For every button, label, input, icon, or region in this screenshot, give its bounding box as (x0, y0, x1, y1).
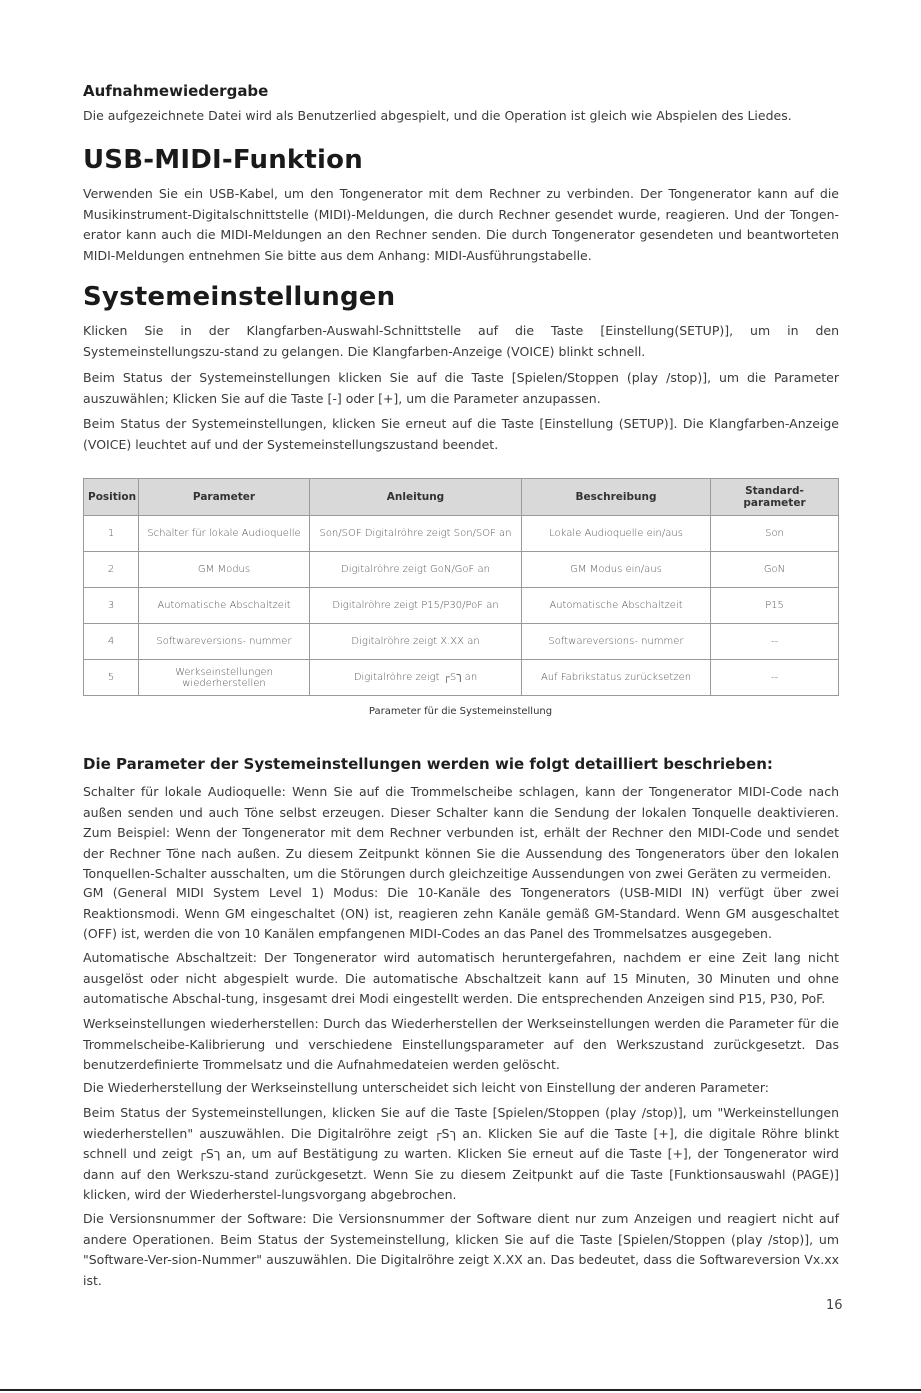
table-cell: Werkseinstellungen wiederherstellen (139, 660, 310, 696)
table-cell: -- (711, 660, 839, 696)
table-cell: Son (711, 516, 839, 552)
paragraph-detail-abschaltzeit: Automatische Abschaltzeit: Der Tongenerator wird automatisch heruntergefahren, nachdem er eine Zeit lang nicht ausgelöst oder nicht abgespielt wurde. Die automatische Abschaltzeit kann auf 15 Minuten, 30 Minuten und ohne automatische Abschal-tung, insgesamt drei Modi eingestellt werden. Die entsprechenden Anzeigen sind P15, P30, PoF. (83, 950, 839, 1007)
page-bottom-divider (0, 1389, 921, 1391)
section-title-usb-midi: USB-MIDI-Funktion (83, 145, 363, 175)
paragraph-detail-unterschied: Die Wiederherstellung der Werkseinstellung unterscheidet sich leicht von Einstellung der anderen Parameter: (83, 1080, 770, 1095)
section-title-systemeinstellungen: Systemeinstellungen (83, 282, 396, 312)
table-cell: GM Modus ein/aus (522, 552, 711, 588)
paragraph-detail-werkseinstellungen: Werkseinstellungen wiederherstellen: Durch das Wiederherstellen der Werkseinstellungen werden die Parameter für die Trommelscheibe-Kalibrierung und verschiedene Einstellungsparameter auf den Werkszustand zurückgesetzt. Das benutzerdefinierte Trommelsatz und die Aufnahmedateien werden gelöscht. (83, 1016, 839, 1073)
section-title-aufnahmewiedergabe: Aufnahmewiedergabe (83, 82, 269, 100)
column-header-anleitung: Anleitung (310, 479, 522, 516)
table-cell: Schalter für lokale Audioquelle (139, 516, 310, 552)
table-cell: Auf Fabrikstatus zurücksetzen (522, 660, 711, 696)
table-cell: Digitalröhre zeigt GoN/GoF an (310, 552, 522, 588)
table-cell: GoN (711, 552, 839, 588)
section-title-details: Die Parameter der Systemeinstellungen werden wie folgt detailliert beschrieben: (83, 755, 773, 773)
table-cell: Softwareversions- nummer (522, 624, 711, 660)
paragraph-detail-audioquelle: Schalter für lokale Audioquelle: Wenn Sie auf die Trommelscheibe schlagen, kann der Tongenerator MIDI-Code nach außen senden und auch Töne selbst erzeugen. Dieser Schalter kann die Sendung der lokalen Tonquelle deaktivieren. Zum Beispiel: Wenn der Tongenerator mit dem Rechner verbunden ist, erhält der Rechner den MIDI-Code und sendet der Rechner Töne nach außen. Zu diesem Zeitpunkt können Sie die Aussendung des Tongenerators über den lokalen Tonquellen-Schalter ausschalten, um die Störungen durch gleichzeitige Aussendungen von zwei Geräten zu vermeiden. (83, 784, 839, 882)
table-cell: Automatische Abschaltzeit (139, 588, 310, 624)
table-cell: Digitalröhre zeigt ┌Sך an (310, 660, 522, 696)
table-cell: Son/SOF Digitalröhre zeigt Son/SOF an (310, 516, 522, 552)
table-cell: 1 (84, 516, 139, 552)
paragraph-detail-wiederherstellung: Beim Status der Systemeinstellungen, klicken Sie auf die Taste [Spielen/Stoppen (play /stop)], um "Werkeinstellungen wiederherstellen" auszuwählen. Die Digitalröhre zeigt ┌Sך an. Klicken Sie auf die Taste [+], die digitale Röhre blinkt schnell und zeigt ┌Sך an, um auf Bestätigung zu warten. Klicken Sie erneut auf die Taste [+], der Tongenerator wird dann auf den Werkszu-stand zurückgesetzt. Wenn Sie zu diesem Zeitpunkt auf die Taste [Funktionsauswahl (PAGE)] klicken, wird der Wiederherstel-lungsvorgang abgebrochen. (83, 1105, 839, 1203)
table-row (84, 552, 839, 588)
column-header-parameter: Parameter (139, 479, 310, 516)
table-cell: 2 (84, 552, 139, 588)
table-cell: GM Modus (139, 552, 310, 588)
table-row (84, 516, 839, 552)
parameter-table (83, 478, 839, 696)
paragraph-aufnahmewiedergabe: Die aufgezeichnete Datei wird als Benutzerlied abgespielt, und die Operation ist gleich wie Abspielen des Liedes. (83, 108, 792, 123)
table-cell: Digitalröhre zeigt X.XX an (310, 624, 522, 660)
paragraph-system-3: Beim Status der Systemeinstellungen, klicken Sie erneut auf die Taste [Einstellung (SETUP)]. Die Klangfarben-Anzeige (VOICE) leuchtet auf und der Systemeinstellungszustand beendet. (83, 416, 839, 452)
column-header-beschreibung: Beschreibung (522, 479, 711, 516)
paragraph-detail-gm-modus: GM (General MIDI System Level 1) Modus: Die 10-Kanäle des Tongenerators (USB-MIDI IN) verfügt über zwei Reaktionsmodi. Wenn GM eingeschaltet (ON) ist, reagieren zehn Kanäle gemäß GM-Standard. Wenn GM ausgeschaltet (OFF) ist, werden die von 10 Kanälen empfangenen MIDI-Codes an das Panel des Trommelsatzes ausgegeben. (83, 885, 839, 942)
table-cell: 3 (84, 588, 139, 624)
table-cell: Digitalröhre zeigt P15/P30/PoF an (310, 588, 522, 624)
page-number: 16 (826, 1298, 843, 1313)
paragraph-system-1: Klicken Sie in der Klangfarben-Auswahl-Schnittstelle auf die Taste [Einstellung(SETUP)], um in den Systemeinstellungszu-stand zu gelangen. Die Klangfarben-Anzeige (VOICE) blinkt schnell. (83, 323, 839, 359)
table-cell: P15 (711, 588, 839, 624)
table-caption: Parameter für die Systemeinstellung (368, 706, 553, 717)
table-cell: Softwareversions- nummer (139, 624, 310, 660)
table-cell: 5 (84, 660, 139, 696)
table-header-row (84, 479, 839, 516)
table-row (84, 588, 839, 624)
column-header-standard: Standard-parameter (711, 479, 839, 516)
table-row (84, 624, 839, 660)
table-cell: Lokale Audioquelle ein/aus (522, 516, 711, 552)
table-cell: -- (711, 624, 839, 660)
table-row (84, 660, 839, 696)
paragraph-system-2: Beim Status der Systemeinstellungen klicken Sie auf die Taste [Spielen/Stoppen (play /stop)], um die Parameter auszuwählen; Klicken Sie auf die Taste [-] oder [+], um die Parameter anzupassen. (83, 370, 839, 406)
table-cell: 4 (84, 624, 139, 660)
column-header-position: Position (84, 479, 139, 516)
paragraph-detail-versionsnummer: Die Versionsnummer der Software: Die Versionsnummer der Software dient nur zum Anzeigen und reagiert nicht auf andere Operationen. Beim Status der Systemeinstellung, klicken Sie auf die Taste [Spielen/Stoppen (play /stop)], um "Software-Ver-sion-Nummer" auszuwählen. Die Digitalröhre zeigt X.XX an. Das bedeutet, dass die Softwareversion Vx.xx ist. (83, 1211, 839, 1288)
paragraph-usb-midi: Verwenden Sie ein USB-Kabel, um den Tongenerator mit dem Rechner zu verbinden. Der Tongenerator kann auf die Musikinstrument-Digitalschnittstelle (MIDI)-Meldungen, die durch Rechner gesendet wurde, reagieren. Und der Tongen-erator kann auch die MIDI-Meldungen an den Rechner senden. Die durch Tongenerator gesendeten und beantworteten MIDI-Meldungen entnehmen Sie bitte aus dem Anhang: MIDI-Ausführungstabelle. (83, 186, 839, 263)
table-cell: Automatische Abschaltzeit (522, 588, 711, 624)
